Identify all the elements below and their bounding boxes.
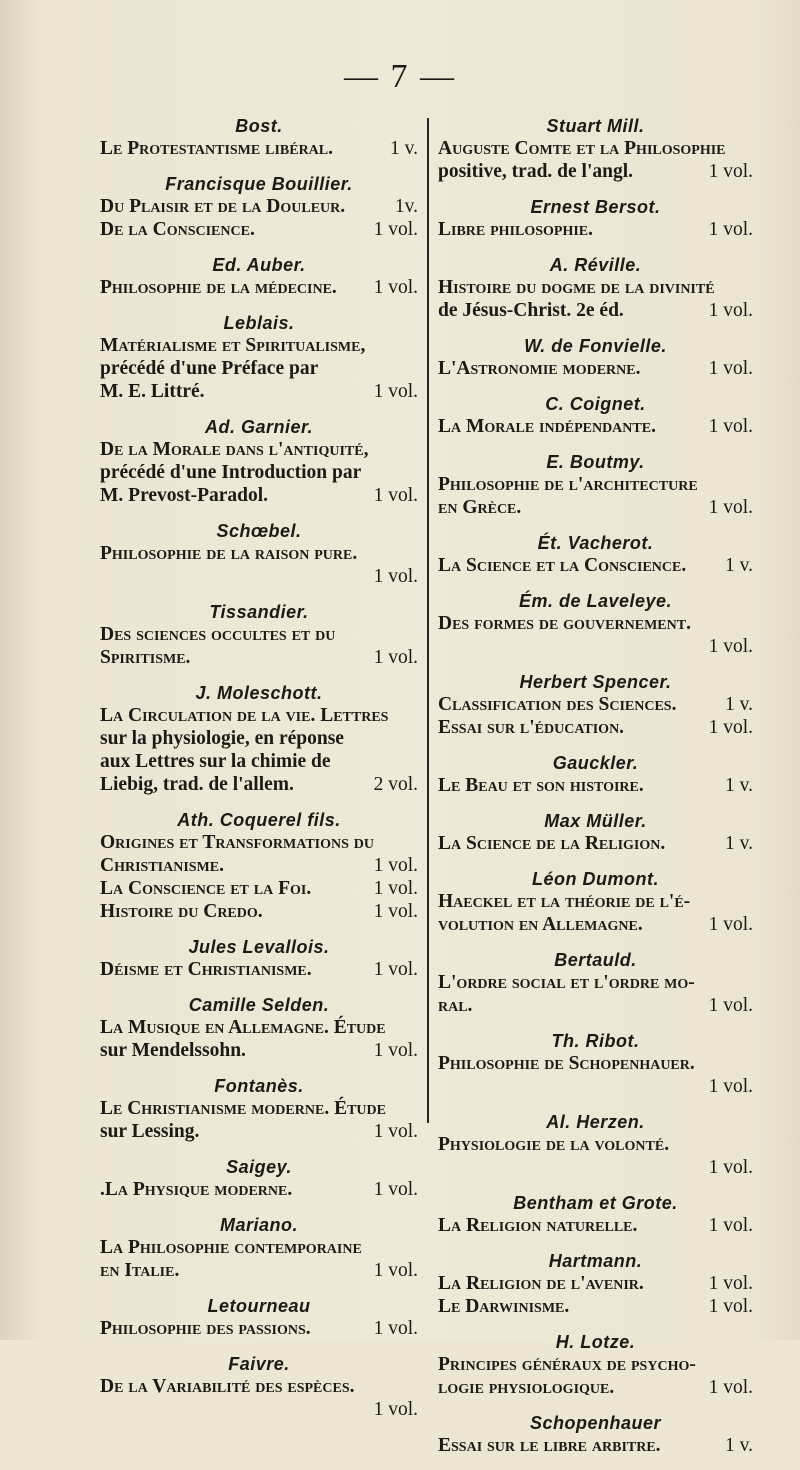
author-name: A. Réville.	[549, 255, 642, 275]
work-title-last-title: Spiritisme.	[100, 647, 191, 668]
author-name: Léon Dumont.	[532, 869, 659, 889]
author-name: Letourneau	[207, 1296, 311, 1316]
author-name: Jules Levallois.	[188, 937, 330, 957]
work-item-title: La Science et la Conscience.	[438, 555, 687, 576]
work-item-title: Le Darwinisme.	[438, 1296, 570, 1317]
work-item-title: Christianisme.	[100, 855, 224, 876]
work-subtitle-last-title: de Jésus-Christ. 2e éd.	[438, 300, 624, 321]
work-title-last-volumes: 1 vol.	[708, 1377, 753, 1398]
work-title: Principes généraux de psycho-	[438, 1354, 696, 1375]
work-title-last-title: en Italie.	[100, 1260, 180, 1281]
work-item-volumes: 1 vol.	[373, 1318, 418, 1339]
catalog-entry	[100, 1156, 418, 1201]
author-name: Tissandier.	[209, 602, 309, 622]
work-subtitle: précédé d'une Introduction par	[100, 462, 362, 483]
work-subtitle-last-title: sur Lessing.	[100, 1121, 200, 1142]
work-item-volumes: 1 v.	[390, 138, 418, 159]
work-subtitle-last-volumes: 1 vol.	[708, 161, 753, 182]
work-item-title: Libre philosophie.	[438, 219, 594, 240]
work-item-title: La Morale indépendante.	[438, 416, 656, 437]
work-item-volumes: 1 vol.	[708, 1215, 753, 1236]
work-title: Physiologie de la volonté.	[438, 1134, 670, 1155]
author-name: Ém. de Laveleye.	[518, 591, 673, 611]
work-item	[100, 195, 418, 218]
work-item-title: La Conscience et la Foi.	[100, 878, 312, 899]
catalog-entry	[100, 254, 418, 299]
catalog-entry	[438, 393, 753, 438]
work-item	[438, 554, 753, 577]
work-item	[438, 774, 753, 797]
work-item-title: Du Plaisir et de la Douleur.	[100, 196, 346, 217]
column-divider	[427, 118, 429, 1123]
work-item	[438, 357, 753, 380]
author-name: Bertauld.	[554, 950, 637, 970]
work-item-title: Classification des Sciences.	[438, 694, 677, 715]
author-name: W. de Fonvielle.	[524, 336, 667, 356]
work-title-last	[438, 994, 753, 1017]
work-item-volumes: 1 vol.	[708, 717, 753, 738]
work-item-title: La Religion naturelle.	[438, 1215, 638, 1236]
catalog-entry	[438, 451, 753, 519]
work-item	[438, 1272, 753, 1295]
author-name: C. Coignet.	[545, 394, 646, 414]
work-subtitle: précédé d'une Préface par	[100, 358, 319, 379]
author-name: Hartmann.	[548, 1251, 643, 1271]
work-title: Histoire du dogme de la divinité	[438, 277, 715, 298]
work-item-title: Essai sur l'éducation.	[438, 717, 625, 738]
work-subtitle-last	[100, 773, 418, 796]
work-title: Origines et Transformations du	[100, 832, 375, 853]
catalog-entry	[438, 1412, 753, 1457]
work-title: Des formes de gouvernement.	[438, 613, 691, 634]
author-name: Faivre.	[228, 1354, 290, 1374]
work-item-volumes: 1 vol.	[373, 855, 418, 876]
work-item	[438, 218, 753, 241]
work-item	[438, 832, 753, 855]
work-item	[100, 877, 418, 900]
author-name: Al. Herzen.	[546, 1112, 645, 1132]
catalog-entry	[100, 1214, 418, 1282]
catalog-entry	[438, 115, 753, 183]
catalog-entry	[100, 1295, 418, 1340]
catalog-entry	[100, 601, 418, 669]
work-item	[438, 1434, 753, 1457]
work-item-title: .La Physique moderne.	[100, 1179, 293, 1200]
work-title: Matérialisme et Spiritualisme,	[100, 335, 366, 356]
work-item-title: L'Astronomie moderne.	[438, 358, 641, 379]
author-name: Ed. Auber.	[212, 255, 306, 275]
work-item-volumes: 1 v.	[725, 833, 753, 854]
work-volumes: 1 vol.	[708, 636, 753, 657]
author-name: Th. Ribot.	[551, 1031, 640, 1051]
work-item-volumes: 1 vol.	[373, 959, 418, 980]
work-item	[100, 276, 418, 299]
author-name: Ath. Coquerel fils.	[177, 810, 341, 830]
work-title: De la Variabilité des espèces.	[100, 1376, 355, 1397]
author-name: E. Boutmy.	[546, 452, 645, 472]
work-item-volumes: 1 vol.	[708, 358, 753, 379]
catalog-entry	[438, 1111, 753, 1179]
catalog-entry	[100, 416, 418, 507]
work-title: La Musique en Allemagne. Étude	[100, 1017, 386, 1038]
catalog-entry	[100, 312, 418, 403]
work-subtitle-last-title: M. Prevost-Paradol.	[100, 485, 269, 506]
work-title: Philosophie de l'architecture	[438, 474, 698, 495]
work-item-volumes: 1 vol.	[708, 219, 753, 240]
work-title-last-volumes: 1 vol.	[373, 1260, 418, 1281]
work-subtitle-last	[100, 380, 418, 403]
author-name: Leblais.	[223, 313, 295, 333]
work-item	[100, 137, 418, 160]
author-name: Herbert Spencer.	[519, 672, 672, 692]
work-title: Haeckel et la théorie de l'é-	[438, 891, 691, 912]
author-name: Mariano.	[219, 1215, 298, 1235]
author-name: Ét. Vacherot.	[537, 533, 654, 553]
author-name: Bentham et Grote.	[513, 1193, 678, 1213]
catalog-entry	[100, 520, 418, 588]
work-item-title: De la Conscience.	[100, 219, 255, 240]
work-title-last	[100, 1259, 418, 1282]
work-item-title: Déisme et Christianisme.	[100, 959, 312, 980]
work-subtitle: sur la physiologie, en réponse	[100, 728, 344, 749]
work-title-last	[438, 1376, 753, 1399]
work-item-title: Philosophie des passions.	[100, 1318, 311, 1339]
work-subtitle-last-title: positive, trad. de l'angl.	[438, 161, 634, 182]
catalog-entry	[100, 809, 418, 923]
work-subtitle-last	[100, 1120, 418, 1143]
work-subtitle-last-volumes: 1 vol.	[708, 300, 753, 321]
work-item	[100, 218, 418, 241]
work-item-volumes: 1 vol.	[373, 878, 418, 899]
catalog-entry	[438, 949, 753, 1017]
work-item	[100, 1178, 418, 1201]
work-title: L'ordre social et l'ordre mo-	[438, 972, 695, 993]
work-subtitle-last-volumes: 1 vol.	[373, 381, 418, 402]
author-name: H. Lotze.	[555, 1332, 636, 1352]
work-item-title: La Religion de l'avenir.	[438, 1273, 644, 1294]
work-subtitle-last-volumes: 1 vol.	[373, 485, 418, 506]
catalog-entry	[100, 173, 418, 241]
work-subtitle-last-title: M. E. Littré.	[100, 381, 205, 402]
author-name: J. Moleschott.	[195, 683, 323, 703]
catalog-entry	[100, 1075, 418, 1143]
author-name: Saigey.	[226, 1157, 292, 1177]
work-item-volumes: 1 v.	[725, 775, 753, 796]
work-item-volumes: 1 vol.	[373, 219, 418, 240]
catalog-entry	[438, 532, 753, 577]
work-volumes: 1 vol.	[373, 566, 418, 587]
work-item	[100, 900, 418, 923]
author-name: Schopenhauer	[529, 1413, 662, 1433]
page-number: — 7 —	[344, 58, 456, 95]
work-subtitle-last	[100, 1039, 418, 1062]
work-item-title: Essai sur le libre arbitre.	[438, 1435, 661, 1456]
work-item	[100, 958, 418, 981]
work-subtitle-last-title: sur Mendelssohn.	[100, 1040, 246, 1061]
work-title: De la Morale dans l'antiquité,	[100, 439, 369, 460]
work-subtitle: aux Lettres sur la chimie de	[100, 751, 331, 772]
work-item	[100, 1317, 418, 1340]
work-subtitle-last-volumes: 2 vol.	[373, 774, 418, 795]
catalog-entry	[100, 1353, 418, 1421]
work-item-volumes: 1 vol.	[373, 1179, 418, 1200]
work-title-last-title: ral.	[438, 995, 473, 1016]
work-title-last-volumes: 1 vol.	[373, 647, 418, 668]
work-item-title: Histoire du Credo.	[100, 901, 263, 922]
work-item-volumes: 1 v.	[725, 555, 753, 576]
work-subtitle-last-volumes: 1 vol.	[373, 1121, 418, 1142]
work-item	[438, 693, 753, 716]
work-title-last-title: logie physiologique.	[438, 1377, 615, 1398]
author-name: Max Müller.	[544, 811, 647, 831]
catalog-entry	[438, 671, 753, 739]
work-subtitle-last	[100, 484, 418, 507]
work-subtitle-last-title: Liebig, trad. de l'allem.	[100, 774, 294, 795]
catalog-entry	[438, 1250, 753, 1318]
work-item-title: La Science de la Religion.	[438, 833, 666, 854]
work-volumes: 1 vol.	[373, 1399, 418, 1420]
catalog-entry	[100, 936, 418, 981]
catalog-entry	[100, 994, 418, 1062]
work-subtitle-last	[438, 160, 753, 183]
work-item-volumes: 1 vol.	[708, 416, 753, 437]
work-item-volumes: 1 v.	[725, 694, 753, 715]
work-item	[438, 1214, 753, 1237]
right-column	[430, 115, 753, 1470]
work-title-last-title: volution en Allemagne.	[438, 914, 643, 935]
catalog-entry	[438, 1192, 753, 1237]
catalog-entry	[438, 335, 753, 380]
work-title-last-volumes: 1 vol.	[708, 497, 753, 518]
work-item-volumes: 1 vol.	[373, 277, 418, 298]
catalog-entry	[438, 590, 753, 658]
catalog-entry	[438, 196, 753, 241]
author-name: Bost.	[235, 116, 283, 136]
catalog-entry	[100, 682, 418, 796]
author-name: Schœbel.	[216, 521, 302, 541]
work-item	[438, 716, 753, 739]
work-item	[100, 854, 418, 877]
catalog-entry	[438, 254, 753, 322]
work-item-volumes: 1v.	[394, 196, 418, 217]
left-column	[100, 115, 418, 1434]
catalog-entry	[438, 810, 753, 855]
work-item-volumes: 1 vol.	[708, 1296, 753, 1317]
work-title: Auguste Comte et la Philosophie	[438, 138, 726, 159]
work-title-last-title: en Grèce.	[438, 497, 522, 518]
work-title: La Philosophie contemporaine	[100, 1237, 362, 1258]
catalog-entry	[438, 1331, 753, 1399]
work-title-last	[438, 913, 753, 936]
work-item	[438, 1295, 753, 1318]
work-volumes: 1 vol.	[708, 1076, 753, 1097]
work-item-volumes: 1 vol.	[373, 901, 418, 922]
work-title-last	[438, 496, 753, 519]
work-title: La Circulation de la vie. Lettres	[100, 705, 389, 726]
work-title: Philosophie de la raison pure.	[100, 543, 358, 564]
author-name: Fontanès.	[214, 1076, 304, 1096]
work-title-last-volumes: 1 vol.	[708, 914, 753, 935]
work-item-title: Le Beau et son histoire.	[438, 775, 644, 796]
author-name: Ernest Bersot.	[530, 197, 661, 217]
work-item-title: Le Protestantisme libéral.	[100, 138, 334, 159]
catalog-entry	[438, 868, 753, 936]
author-name: Francisque Bouillier.	[165, 174, 353, 194]
work-title: Le Christianisme moderne. Étude	[100, 1098, 386, 1119]
catalog-entry	[438, 752, 753, 797]
author-name: Ad. Garnier.	[204, 417, 314, 437]
work-title: Philosophie de Schopenhauer.	[438, 1053, 695, 1074]
catalog-entry	[100, 115, 418, 160]
work-item	[438, 415, 753, 438]
work-title: Des sciences occultes et du	[100, 624, 336, 645]
work-volumes: 1 vol.	[708, 1157, 753, 1178]
work-item-volumes: 1 vol.	[708, 1273, 753, 1294]
catalog-entry	[438, 1030, 753, 1098]
author-name: Gauckler.	[552, 753, 639, 773]
work-item-volumes: 1 v.	[725, 1435, 753, 1456]
work-title-last	[100, 646, 418, 669]
work-item-title: Philosophie de la médecine.	[100, 277, 337, 298]
work-subtitle-last	[438, 299, 753, 322]
author-name: Camille Selden.	[188, 995, 330, 1015]
author-name: Stuart Mill.	[546, 116, 645, 136]
work-subtitle-last-volumes: 1 vol.	[373, 1040, 418, 1061]
work-title-last-volumes: 1 vol.	[708, 995, 753, 1016]
